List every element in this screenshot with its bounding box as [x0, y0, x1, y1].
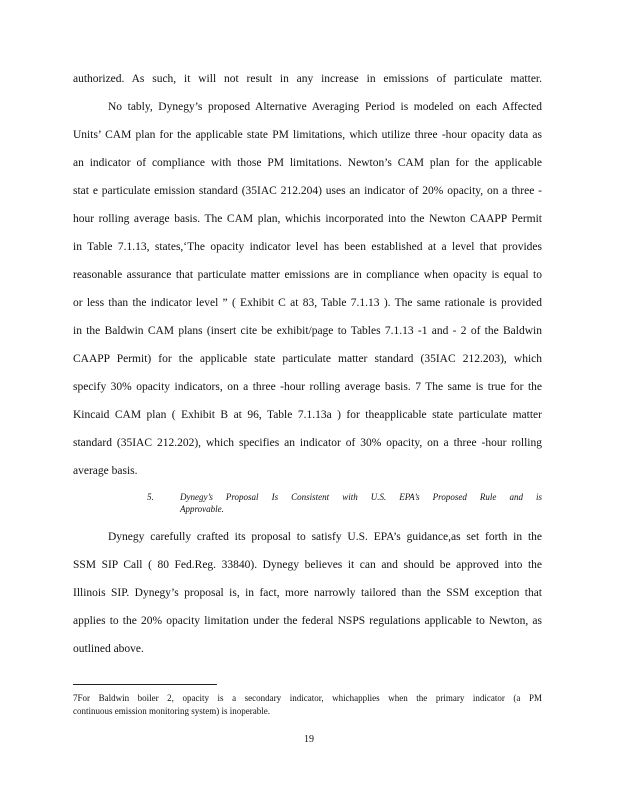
body-line: authorized. As such, it will not result in any increase in emissions of particulate matter.: [73, 73, 542, 85]
footnote-line: continuous emission monitoring system) is inoperable.: [73, 706, 270, 716]
body-line: Units’ CAM plan for the applicable state PM limitations, which utilize three -hour opacity data as: [73, 129, 542, 141]
body-line: in Table 7.1.13, states,‘The opacity indicator level has been established at a level that provides: [73, 241, 542, 253]
page-number: 19: [304, 734, 314, 745]
section-title-continued: Approvable.: [180, 504, 224, 514]
body-line: Illinois SIP. Dynegy’s proposal is, in fact, more narrowly tailored than the SSM exception that: [73, 587, 542, 599]
section-number: 5.: [147, 492, 154, 502]
body-line: standard (35IAC 212.202), which specifies an indicator of 30% opacity, on a three -hour rolling: [73, 437, 542, 449]
body-line: Kincaid CAM plan ( Exhibit B at 96, Table 7.1.13a ) for theapplicable state particulate matter: [73, 409, 542, 421]
body-line: No tably, Dynegy’s proposed Alternative Averaging Period is modeled on each Affected: [108, 101, 542, 113]
body-line: SSM SIP Call ( 80 Fed.Reg. 33840). Dynegy believes it can and should be approved into the: [73, 559, 542, 571]
body-line: specify 30% opacity indicators, on a three -hour rolling average basis. 7 The same is true for the: [73, 381, 542, 393]
body-line: applies to the 20% opacity limitation under the federal NSPS regulations applicable to Newton, as: [73, 615, 542, 627]
body-line: average basis.: [73, 465, 138, 477]
body-line: reasonable assurance that particulate matter emissions are in compliance when opacity is equal to: [73, 269, 542, 281]
body-line: stat e particulate emission standard (35IAC 212.204) uses an indicator of 20% opacity, on a three -: [73, 185, 542, 197]
body-line: Dynegy carefully crafted its proposal to satisfy U.S. EPA’s guidance,as set forth in the: [108, 531, 542, 543]
body-line: an indicator of compliance with those PM limitations. Newton’s CAM plan for the applicable: [73, 157, 542, 169]
body-line: CAAPP Permit) for the applicable state particulate matter standard (35IAC 212.203), which: [73, 353, 542, 365]
body-line: hour rolling average basis. The CAM plan, whichis incorporated into the Newton CAAPP Permit: [73, 213, 542, 225]
body-line: or less than the indicator level ” ( Exhibit C at 83, Table 7.1.13 ). The same rationale is provided: [73, 297, 542, 309]
body-line: in the Baldwin CAM plans (insert cite be exhibit/page to Tables 7.1.13 -1 and - 2 of the Baldwin: [73, 325, 542, 337]
footnote-line: 7For Baldwin boiler 2, opacity is a secondary indicator, whichapplies when the primary indicator (a PM: [73, 693, 542, 703]
body-line: outlined above.: [73, 643, 144, 655]
section-title: Dynegy’s Proposal Is Consistent with U.S. EPA’s Proposed Rule and is: [180, 492, 542, 502]
footnote-divider: [73, 684, 217, 685]
